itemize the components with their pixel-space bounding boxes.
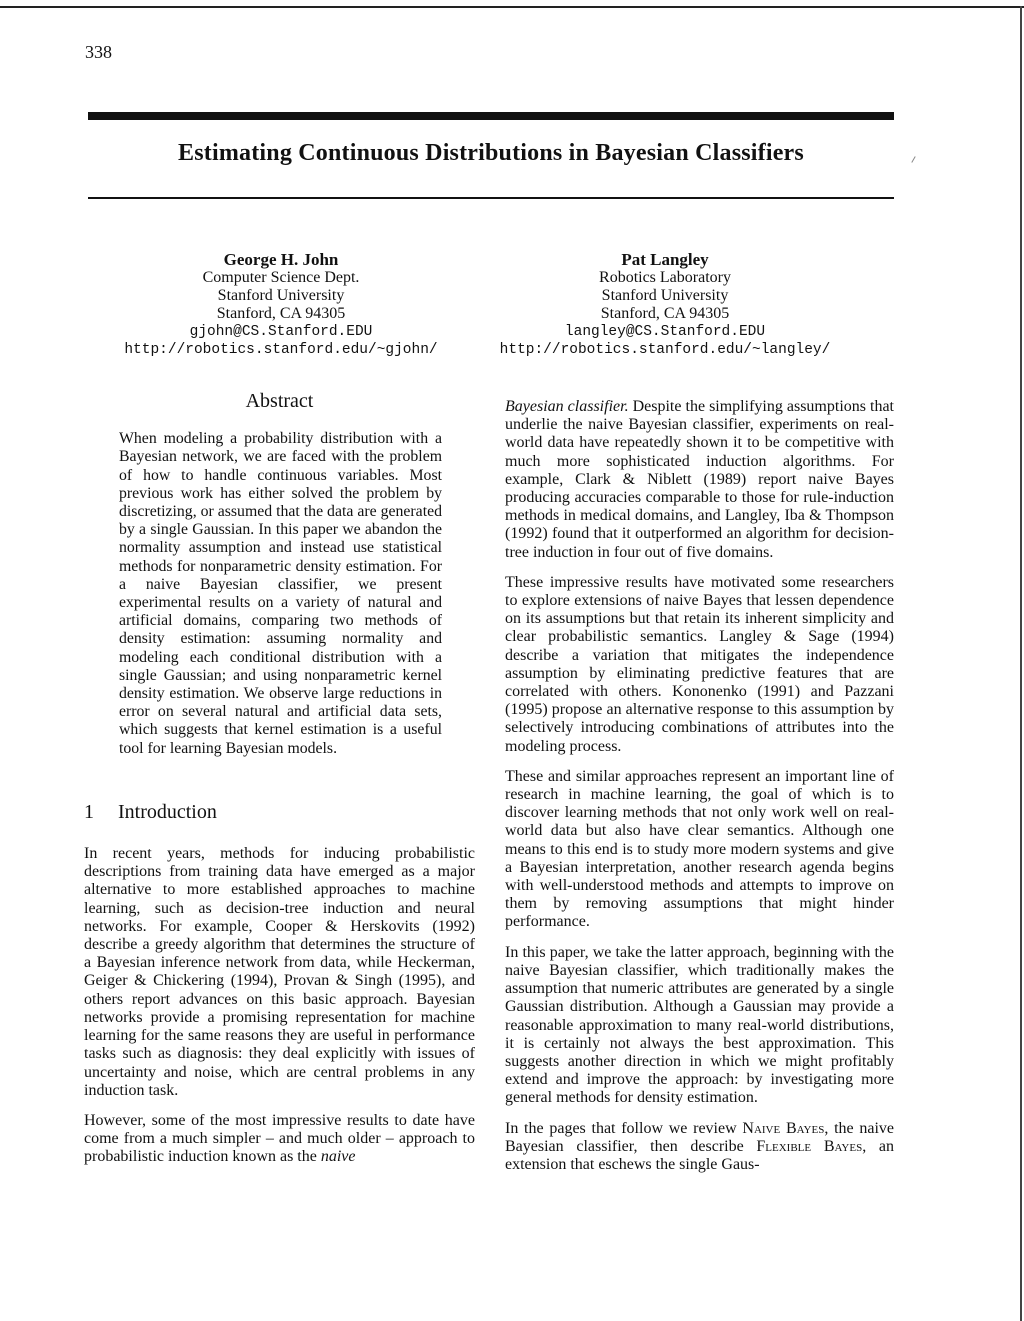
stray-mark [911, 156, 915, 163]
author-name: Pat Langley [621, 250, 709, 269]
body-paragraph [505, 398, 894, 562]
title-rule-bottom [88, 197, 894, 199]
abstract-heading: Abstract [245, 390, 314, 412]
author-name: George H. John [223, 250, 339, 269]
abstract-text: When modeling a probability distribution with a Bayesian network, we are faced with the problem of how to handle continuous variables. Most previous work has either solved the problem by discretizing, or assumed that the data are generated by a single Gaussian. In this paper we abandon the normality assumption and instead use statistical methods for nonparametric density estimation. For a naive Bayesian classifier, we present experimental results on a variety of natural and artificial domains, comparing two methods of density estimation: assuming normality and modeling each conditional distribution with a single Gaussian; and using nonparametric kernel density estimation. We observe large reductions in error on several natural and artificial data sets, which suggests that kernel estimation is a useful tool for learning Bayesian models. [119, 430, 442, 757]
author-address: Stanford, CA 94305 [216, 305, 346, 322]
author-url: http://robotics.stanford.edu/~gjohn/ [124, 342, 438, 358]
page-frame-right [1020, 6, 1022, 1321]
author-block-langley [485, 251, 845, 359]
body-text: , an extension that eschews the single Gaus- [505, 1137, 895, 1173]
title-rule-top [88, 112, 894, 120]
body-text: Despite the simplifying assumptions that underlie the naive Bayesian classifier, experiments on real-world data have repeatedly shown it to be competitive with much more sophisticated induction algorithms. For example, Clark & Niblett (1989) report naive Bayes producing accuracies comparable to those for rule-induction methods in medical domains, and Langley, Iba & Thompson (1992) found that it outperformed an algorithm for decision-tree induction in four out of five domains. [505, 398, 894, 561]
section-heading-introduction [84, 800, 475, 823]
intro-text: However, some of the most impressive results to date have come from a much simpler – and much older – approach to probabilistic induction known as the [84, 1111, 475, 1166]
body-text: , the naive Bayesian classifier, then describe [505, 1119, 895, 1155]
author-email: gjohn@CS.Stanford.EDU [189, 324, 373, 340]
body-text: In the pages that follow we review [505, 1119, 737, 1137]
intro-paragraph: In recent years, methods for inducing probabilistic descriptions from training data have emerged as a major alternative to more established approaches to machine learning, such as decision-tree induction and neural networks. For example, Cooper & Herskovits (1992) describe a greedy algorithm that determines the structure of a Bayesian inference network from data, while Heckerman, Geiger & Chickering (1994), Provan & Singh (1995), and others report advances on this basic approach. Bayesian networks provide a promising representation for machine learning for the same reasons they are useful in performance tasks such as diagnosis: they deal explicitly with issues of uncertainty and noise, which are central problems in any induction task. [84, 845, 475, 1099]
author-department: Robotics Laboratory [599, 269, 731, 286]
italic-term: Bayesian classifier. [505, 398, 629, 415]
body-paragraph: These and similar approaches represent an important line of research in machine learning, the goal of which is to discover learning methods that not only work well on real-world data but also have clear semantics. Although one means to this end is to study more modern systems and give a Bayesian interpretation, another research agenda begins with well-understood methods and attempts to improve on them by removing assumptions that might hinder performance. [505, 767, 894, 931]
author-email: langley@CS.Stanford.EDU [564, 324, 766, 340]
body-paragraph [505, 1120, 894, 1175]
author-institution: Stanford University [217, 287, 345, 304]
author-url: http://robotics.stanford.edu/~langley/ [499, 342, 831, 358]
right-column [505, 398, 894, 1186]
paper-title: Estimating Continuous Distributions in Bayesian Classifiers [178, 140, 804, 166]
system-name: Flexible Bayes [756, 1137, 863, 1155]
page-frame-top [0, 6, 1024, 8]
author-department: Computer Science Dept. [202, 269, 360, 286]
section-title: Introduction [118, 800, 217, 823]
author-institution: Stanford University [601, 287, 729, 304]
author-block-john [101, 251, 461, 359]
system-name: Naive Bayes [742, 1119, 825, 1137]
intro-italic-term: naive [320, 1148, 356, 1166]
page-number: 338 [85, 42, 112, 62]
body-paragraph: In this paper, we take the latter approach, beginning with the naive Bayesian classifier, which traditionally makes the assumption that numeric attributes are generated by a single Gaussian distribution. Although a Gaussian may provide a reasonable approximation to many real-world distributions, it is certainly not always the best approximation. This suggests another direction in which we might profitably extend and improve the approach: by investigating more general methods for density estimation. [505, 943, 894, 1107]
intro-paragraph [84, 1112, 475, 1167]
author-address: Stanford, CA 94305 [600, 305, 730, 322]
left-column [84, 392, 475, 1179]
section-number: 1 [84, 800, 94, 823]
body-paragraph: These impressive results have motivated some researchers to explore extensions of naive Bayes that lessen dependence on its assumptions but that retain its inherent simplicity and clear probabilistic semantics. Langley & Sage (1994) describe a variation that mitigates the independence assumption by eliminating predictive features that are correlated with others. Kononenko (1991) and Pazzani (1995) propose an alternative response to this assumption by selectively introducing combinations of attributes into the modeling process. [505, 573, 894, 755]
